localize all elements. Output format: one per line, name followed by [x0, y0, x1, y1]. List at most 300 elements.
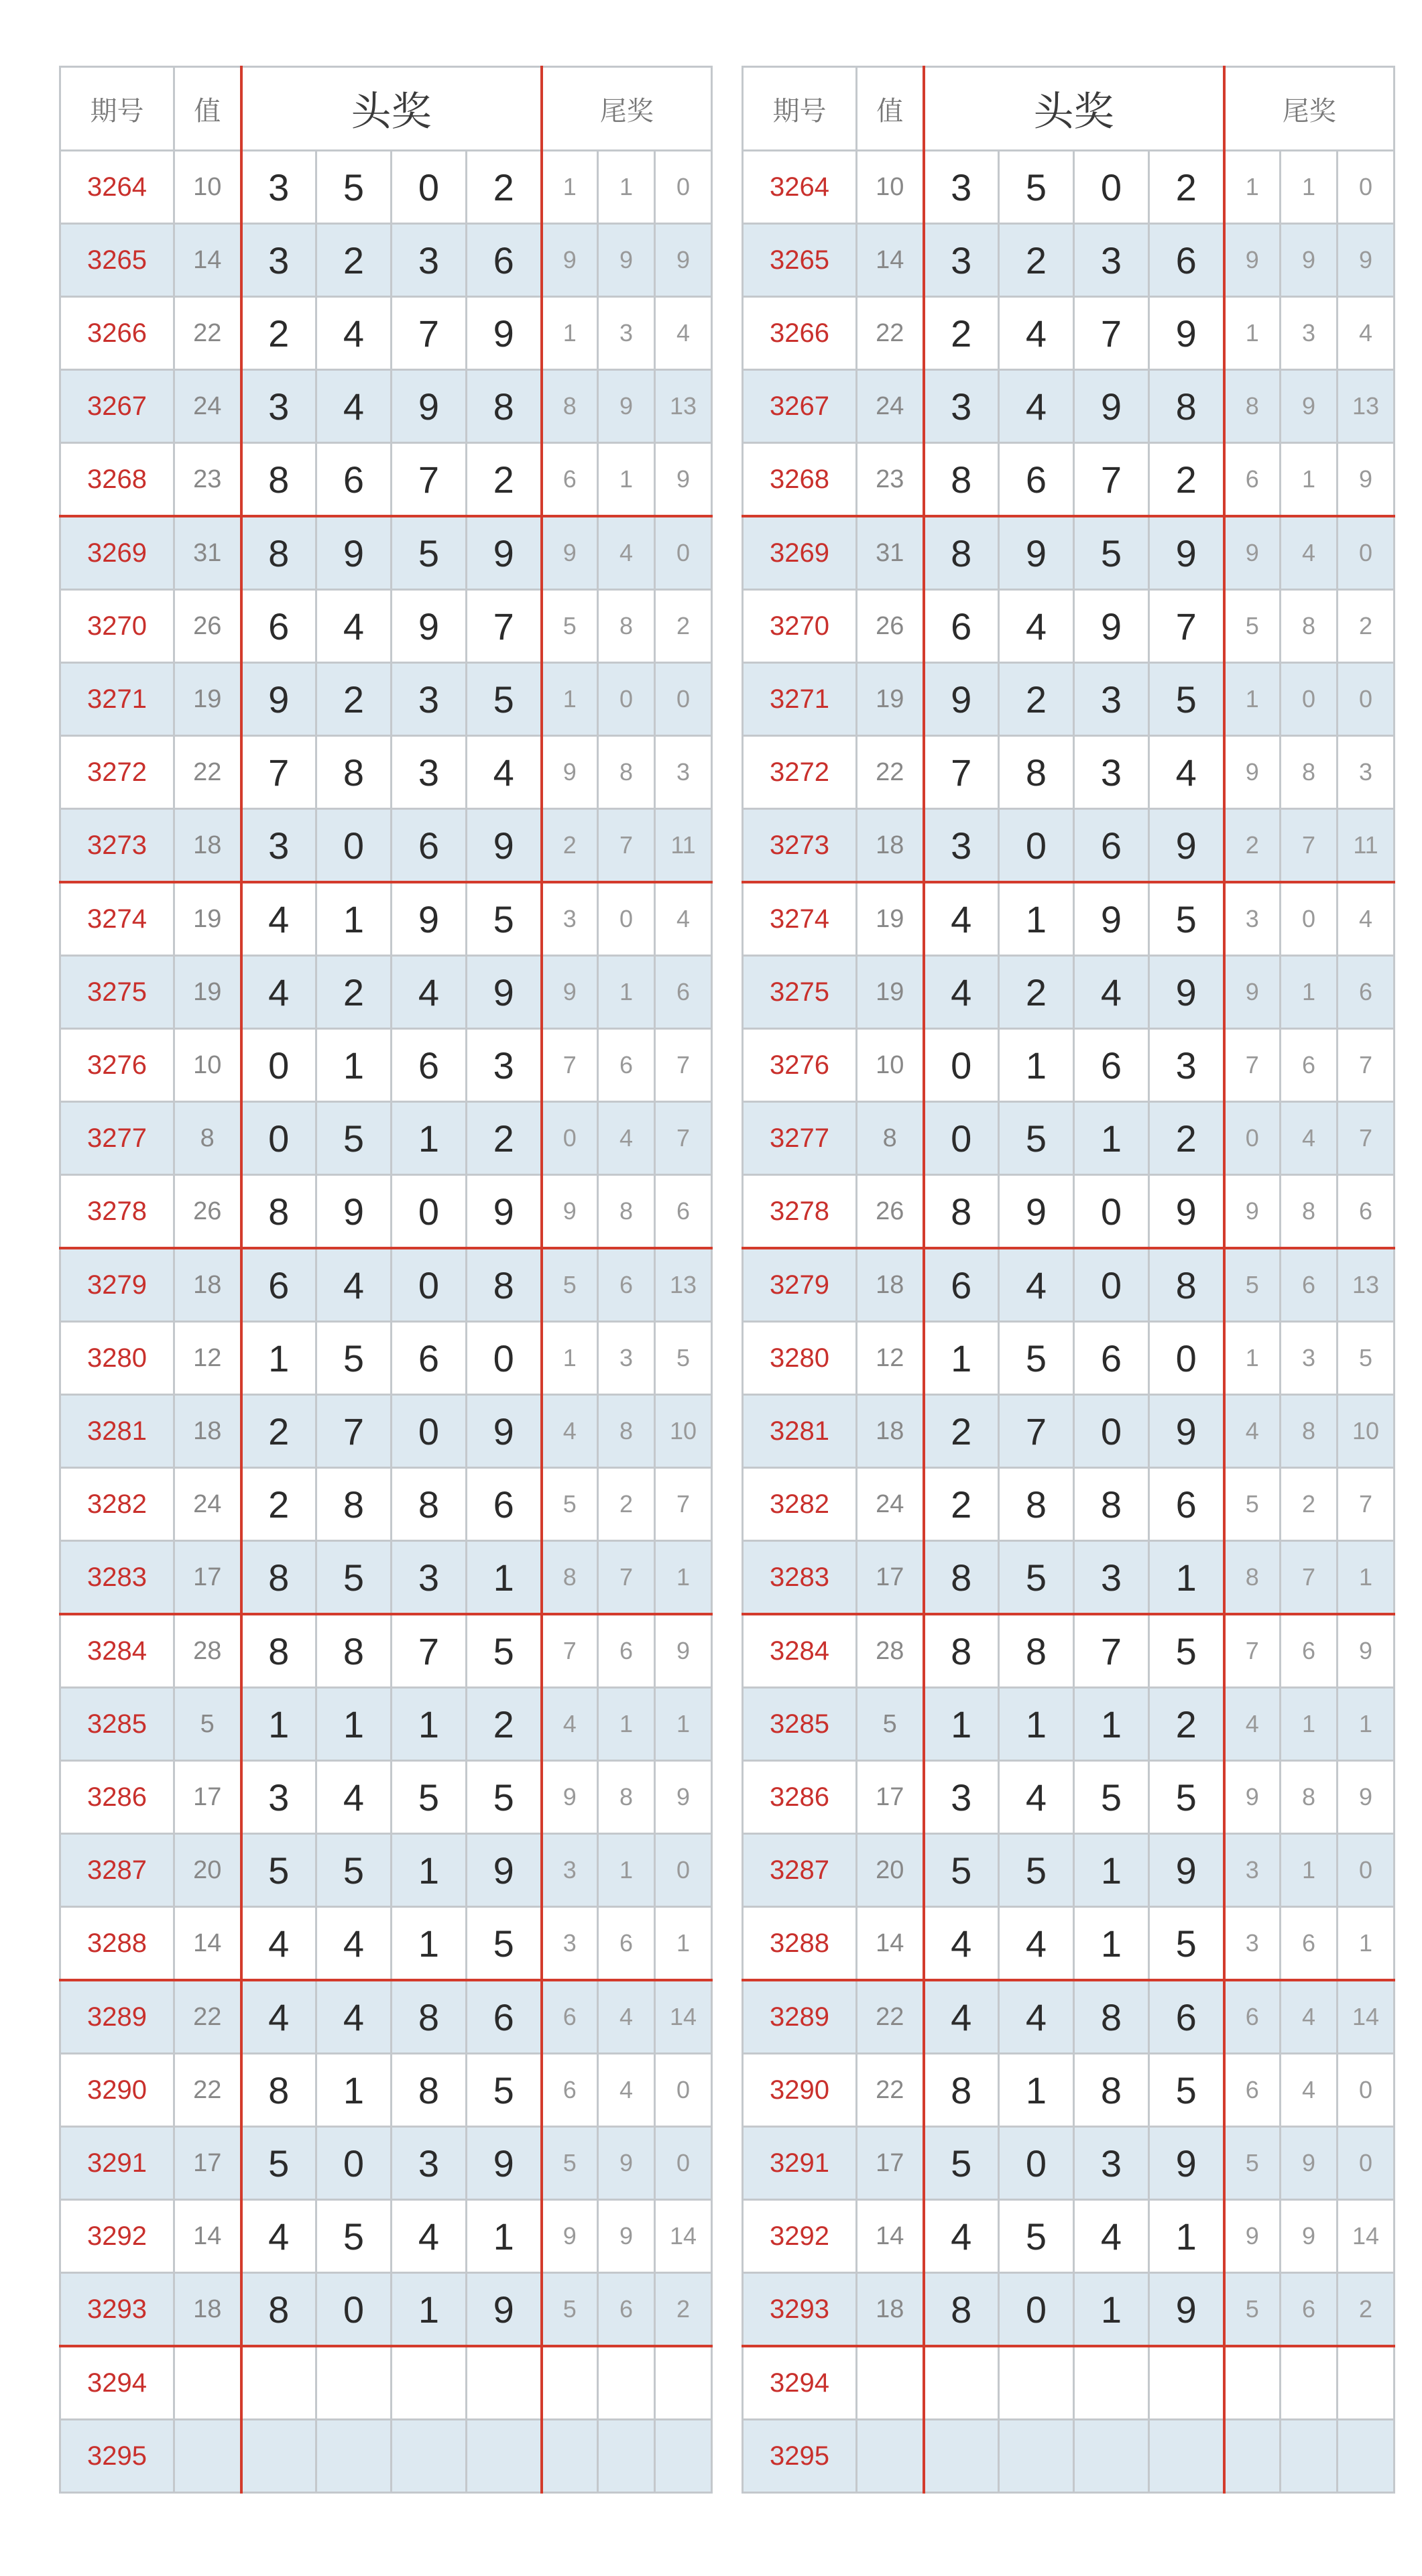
tail-prize-digit-cell: 14	[1338, 1980, 1395, 2054]
head-prize-digit-cell: 2	[316, 663, 392, 736]
table-row	[60, 1614, 712, 1688]
head-prize-digit-cell: 1	[392, 1834, 467, 1907]
tail-prize-digit-cell	[598, 2346, 655, 2420]
tail-prize-digit-cell: 1	[598, 1688, 655, 1761]
head-prize-digit-cell: 9	[467, 956, 542, 1029]
value-cell: 14	[174, 224, 241, 297]
head-prize-digit-cell: 5	[467, 663, 542, 736]
head-prize-digit-cell: 4	[999, 590, 1074, 663]
head-prize-digit-cell: 9	[1149, 1834, 1224, 1907]
issue-number-cell: 3278	[60, 1175, 174, 1249]
table-row	[743, 882, 1395, 956]
value-cell: 17	[174, 2127, 241, 2200]
tail-prize-digit-cell: 6	[1224, 1980, 1281, 2054]
tail-prize-digit-cell: 6	[1338, 956, 1395, 1029]
tail-prize-digit-cell	[542, 2346, 598, 2420]
head-prize-digit-cell: 8	[241, 516, 316, 590]
head-prize-digit-cell: 9	[1149, 516, 1224, 590]
header-value: 值	[174, 67, 241, 151]
issue-number-cell: 3281	[743, 1395, 857, 1468]
head-prize-digit-cell: 0	[241, 1029, 316, 1102]
tail-prize-digit-cell: 1	[1224, 663, 1281, 736]
issue-number-cell: 3273	[60, 809, 174, 883]
tail-prize-digit-cell: 4	[598, 2054, 655, 2127]
head-prize-digit-cell: 0	[467, 1322, 542, 1395]
tail-prize-digit-cell: 1	[1338, 1688, 1395, 1761]
tail-prize-digit-cell: 2	[1281, 1468, 1338, 1541]
tail-prize-digit-cell	[655, 2346, 712, 2420]
head-prize-digit-cell: 0	[392, 1248, 467, 1322]
head-prize-digit-cell: 4	[241, 956, 316, 1029]
tail-prize-digit-cell: 9	[598, 370, 655, 443]
tail-prize-digit-cell: 6	[598, 1907, 655, 1981]
issue-number-cell: 3290	[60, 2054, 174, 2127]
head-prize-digit-cell: 4	[924, 1980, 999, 2054]
value-cell: 8	[174, 1102, 241, 1175]
value-cell: 20	[857, 1834, 924, 1907]
head-prize-digit-cell: 6	[999, 443, 1074, 517]
tail-prize-digit-cell: 1	[598, 956, 655, 1029]
head-prize-digit-cell: 4	[316, 297, 392, 370]
tail-prize-digit-cell: 9	[1224, 736, 1281, 809]
value-cell: 18	[857, 809, 924, 883]
head-prize-digit-cell: 5	[316, 1541, 392, 1615]
tail-prize-digit-cell: 2	[542, 809, 598, 883]
head-prize-digit-cell: 4	[392, 956, 467, 1029]
tail-prize-digit-cell: 3	[1224, 1834, 1281, 1907]
head-prize-digit-cell: 8	[316, 736, 392, 809]
tail-prize-digit-cell: 0	[655, 1834, 712, 1907]
header-tail-prize: 尾奖	[542, 67, 712, 151]
issue-number-cell: 3286	[743, 1761, 857, 1834]
value-cell: 22	[174, 736, 241, 809]
tail-prize-digit-cell: 5	[542, 2273, 598, 2347]
head-prize-digit-cell	[392, 2346, 467, 2420]
issue-number-cell: 3289	[743, 1980, 857, 2054]
head-prize-digit-cell: 0	[999, 2127, 1074, 2200]
head-prize-digit-cell: 8	[924, 1175, 999, 1249]
issue-number-cell: 3284	[743, 1614, 857, 1688]
issue-number-cell: 3285	[60, 1688, 174, 1761]
value-cell: 22	[174, 297, 241, 370]
tail-prize-digit-cell: 6	[598, 1029, 655, 1102]
head-prize-digit-cell: 8	[392, 1980, 467, 2054]
head-prize-digit-cell: 4	[316, 590, 392, 663]
head-prize-digit-cell: 8	[1149, 370, 1224, 443]
head-prize-digit-cell: 1	[392, 2273, 467, 2347]
issue-number-cell: 3295	[60, 2420, 174, 2493]
value-cell: 24	[174, 370, 241, 443]
value-cell: 24	[174, 1468, 241, 1541]
issue-number-cell: 3279	[60, 1248, 174, 1322]
table-row	[60, 1834, 712, 1907]
tail-prize-digit-cell: 1	[1224, 1322, 1281, 1395]
head-prize-digit-cell: 3	[467, 1029, 542, 1102]
value-cell: 22	[857, 2054, 924, 2127]
head-prize-digit-cell: 7	[1149, 590, 1224, 663]
tail-prize-digit-cell: 5	[542, 590, 598, 663]
head-prize-digit-cell: 5	[1074, 516, 1149, 590]
head-prize-digit-cell: 9	[467, 2273, 542, 2347]
tail-prize-digit-cell: 4	[1224, 1688, 1281, 1761]
head-prize-digit-cell: 8	[316, 1614, 392, 1688]
head-prize-digit-cell: 3	[924, 151, 999, 224]
head-prize-digit-cell: 5	[241, 1834, 316, 1907]
tail-prize-digit-cell: 1	[598, 151, 655, 224]
issue-number-cell: 3272	[743, 736, 857, 809]
head-prize-digit-cell: 4	[316, 1761, 392, 1834]
value-cell: 14	[174, 1907, 241, 1981]
tail-prize-digit-cell: 1	[1338, 1907, 1395, 1981]
head-prize-digit-cell: 6	[1149, 1468, 1224, 1541]
head-prize-digit-cell: 8	[1074, 2054, 1149, 2127]
head-prize-digit-cell: 8	[241, 1614, 316, 1688]
table-row	[60, 443, 712, 517]
tail-prize-digit-cell: 6	[598, 1248, 655, 1322]
head-prize-digit-cell: 0	[316, 809, 392, 883]
head-prize-digit-cell: 6	[392, 1029, 467, 1102]
head-prize-digit-cell: 0	[1074, 1175, 1149, 1249]
table-row	[743, 1688, 1395, 1761]
head-prize-digit-cell: 0	[1074, 1395, 1149, 1468]
tail-prize-digit-cell: 1	[1281, 151, 1338, 224]
head-prize-digit-cell: 1	[1074, 1834, 1149, 1907]
table-row	[743, 736, 1395, 809]
tail-prize-digit-cell	[655, 2420, 712, 2493]
tail-prize-digit-cell: 2	[655, 590, 712, 663]
head-prize-digit-cell: 5	[467, 1614, 542, 1688]
value-cell: 23	[857, 443, 924, 517]
issue-number-cell: 3280	[743, 1322, 857, 1395]
head-prize-digit-cell: 2	[467, 1102, 542, 1175]
issue-number-cell: 3283	[743, 1541, 857, 1615]
issue-number-cell: 3265	[60, 224, 174, 297]
tail-prize-digit-cell	[542, 2420, 598, 2493]
tail-prize-digit-cell: 1	[598, 1834, 655, 1907]
head-prize-digit-cell: 3	[392, 663, 467, 736]
table-header-row	[60, 67, 712, 151]
head-prize-digit-cell: 7	[392, 1614, 467, 1688]
tail-prize-digit-cell: 8	[598, 736, 655, 809]
issue-number-cell: 3283	[60, 1541, 174, 1615]
tail-prize-digit-cell: 6	[1281, 1029, 1338, 1102]
table-row	[743, 2420, 1395, 2493]
head-prize-digit-cell	[241, 2346, 316, 2420]
head-prize-digit-cell: 4	[316, 1248, 392, 1322]
tail-prize-digit-cell: 4	[1224, 1395, 1281, 1468]
table-row	[60, 1980, 712, 2054]
tail-prize-digit-cell: 3	[1281, 1322, 1338, 1395]
head-prize-digit-cell: 9	[1149, 809, 1224, 883]
head-prize-digit-cell: 2	[241, 1395, 316, 1468]
table-row	[743, 1175, 1395, 1249]
head-prize-digit-cell: 8	[924, 1541, 999, 1615]
issue-number-cell: 3267	[743, 370, 857, 443]
tail-prize-digit-cell: 0	[1281, 663, 1338, 736]
issue-number-cell: 3274	[60, 882, 174, 956]
head-prize-digit-cell: 9	[467, 1395, 542, 1468]
tail-prize-digit-cell: 9	[1281, 2127, 1338, 2200]
value-cell: 24	[857, 1468, 924, 1541]
tail-prize-digit-cell: 1	[655, 1907, 712, 1981]
issue-number-cell: 3290	[743, 2054, 857, 2127]
head-prize-digit-cell: 5	[467, 1907, 542, 1981]
tail-prize-digit-cell: 9	[655, 1614, 712, 1688]
head-prize-digit-cell: 0	[241, 1102, 316, 1175]
head-prize-digit-cell: 0	[392, 1395, 467, 1468]
table-row	[743, 297, 1395, 370]
value-cell: 22	[857, 297, 924, 370]
tail-prize-digit-cell: 7	[655, 1102, 712, 1175]
tail-prize-digit-cell: 9	[1281, 224, 1338, 297]
head-prize-digit-cell: 6	[924, 590, 999, 663]
head-prize-digit-cell: 4	[999, 1907, 1074, 1981]
head-prize-digit-cell: 4	[241, 1980, 316, 2054]
tail-prize-digit-cell: 3	[598, 297, 655, 370]
tail-prize-digit-cell: 2	[598, 1468, 655, 1541]
head-prize-digit-cell	[924, 2420, 999, 2493]
head-prize-digit-cell: 5	[316, 1834, 392, 1907]
head-prize-digit-cell: 3	[924, 224, 999, 297]
tail-prize-digit-cell: 0	[598, 882, 655, 956]
head-prize-digit-cell: 4	[999, 370, 1074, 443]
table-row	[743, 2346, 1395, 2420]
issue-number-cell: 3293	[60, 2273, 174, 2347]
tail-prize-digit-cell: 5	[1224, 1468, 1281, 1541]
head-prize-digit-cell: 6	[1149, 1980, 1224, 2054]
head-prize-digit-cell: 1	[1074, 1102, 1149, 1175]
table-row	[60, 370, 712, 443]
table-row	[743, 1980, 1395, 2054]
issue-number-cell: 3279	[743, 1248, 857, 1322]
header-head-prize: 头奖	[924, 67, 1224, 151]
tail-prize-digit-cell: 14	[655, 2200, 712, 2273]
head-prize-digit-cell: 6	[467, 1980, 542, 2054]
tail-prize-digit-cell: 6	[542, 2054, 598, 2127]
tail-prize-digit-cell: 5	[655, 1322, 712, 1395]
tail-prize-digit-cell: 8	[598, 1761, 655, 1834]
head-prize-digit-cell: 1	[316, 1029, 392, 1102]
tail-prize-digit-cell: 8	[1281, 736, 1338, 809]
head-prize-digit-cell: 3	[1074, 2127, 1149, 2200]
tail-prize-digit-cell: 8	[598, 1175, 655, 1249]
issue-number-cell: 3282	[60, 1468, 174, 1541]
head-prize-digit-cell: 6	[467, 224, 542, 297]
tail-prize-digit-cell: 8	[1224, 1541, 1281, 1615]
head-prize-digit-cell: 3	[241, 151, 316, 224]
head-prize-digit-cell: 6	[467, 1468, 542, 1541]
issue-number-cell: 3277	[743, 1102, 857, 1175]
head-prize-digit-cell	[924, 2346, 999, 2420]
value-cell: 19	[857, 956, 924, 1029]
issue-number-cell: 3270	[743, 590, 857, 663]
tail-prize-digit-cell: 7	[1224, 1614, 1281, 1688]
issue-number-cell: 3276	[60, 1029, 174, 1102]
tail-prize-digit-cell: 5	[1224, 1248, 1281, 1322]
issue-number-cell: 3268	[743, 443, 857, 517]
value-cell: 26	[174, 1175, 241, 1249]
value-cell: 22	[857, 736, 924, 809]
issue-number-cell: 3287	[60, 1834, 174, 1907]
head-prize-digit-cell: 9	[467, 297, 542, 370]
value-cell: 18	[174, 809, 241, 883]
tail-prize-digit-cell: 9	[542, 516, 598, 590]
header-issue: 期号	[743, 67, 857, 151]
table-row	[60, 1322, 712, 1395]
head-prize-digit-cell: 3	[241, 224, 316, 297]
head-prize-digit-cell: 1	[241, 1322, 316, 1395]
head-prize-digit-cell: 6	[1074, 1322, 1149, 1395]
head-prize-digit-cell: 1	[392, 1688, 467, 1761]
value-cell: 19	[174, 663, 241, 736]
tail-prize-digit-cell: 3	[1224, 1907, 1281, 1981]
tail-prize-digit-cell: 0	[1224, 1102, 1281, 1175]
head-prize-digit-cell: 5	[1149, 2054, 1224, 2127]
table-row	[60, 1102, 712, 1175]
head-prize-digit-cell: 6	[1149, 224, 1224, 297]
value-cell: 5	[174, 1688, 241, 1761]
table-row	[60, 1395, 712, 1468]
tail-prize-digit-cell: 3	[542, 882, 598, 956]
tail-prize-digit-cell: 7	[1338, 1102, 1395, 1175]
table-row	[743, 1102, 1395, 1175]
table-row	[60, 2200, 712, 2273]
tail-prize-digit-cell: 5	[542, 2127, 598, 2200]
tail-prize-digit-cell: 0	[1338, 1834, 1395, 1907]
value-cell: 19	[857, 882, 924, 956]
value-cell: 18	[174, 2273, 241, 2347]
head-prize-digit-cell: 5	[1149, 1614, 1224, 1688]
head-prize-digit-cell: 5	[467, 1761, 542, 1834]
tail-prize-digit-cell	[598, 2420, 655, 2493]
tail-prize-digit-cell: 8	[1281, 1395, 1338, 1468]
tail-prize-digit-cell: 3	[542, 1834, 598, 1907]
issue-number-cell: 3265	[743, 224, 857, 297]
table-row	[743, 1834, 1395, 1907]
head-prize-digit-cell: 2	[924, 1395, 999, 1468]
value-cell: 18	[857, 2273, 924, 2347]
tail-prize-digit-cell: 9	[542, 956, 598, 1029]
tail-prize-digit-cell: 9	[598, 2127, 655, 2200]
tail-prize-digit-cell: 0	[655, 151, 712, 224]
head-prize-digit-cell: 5	[999, 151, 1074, 224]
table-row	[60, 1761, 712, 1834]
head-prize-digit-cell: 6	[392, 809, 467, 883]
tail-prize-digit-cell: 1	[1281, 443, 1338, 517]
head-prize-digit-cell: 1	[924, 1688, 999, 1761]
value-cell: 22	[174, 2054, 241, 2127]
head-prize-digit-cell: 8	[241, 2054, 316, 2127]
table-row	[60, 663, 712, 736]
head-prize-digit-cell: 9	[392, 882, 467, 956]
head-prize-digit-cell: 9	[924, 663, 999, 736]
tail-prize-digit-cell: 9	[542, 1175, 598, 1249]
tail-prize-digit-cell: 13	[1338, 1248, 1395, 1322]
table-row	[60, 151, 712, 224]
head-prize-digit-cell: 1	[1149, 2200, 1224, 2273]
tail-prize-digit-cell: 0	[655, 663, 712, 736]
head-prize-digit-cell: 9	[999, 1175, 1074, 1249]
head-prize-digit-cell: 5	[467, 2054, 542, 2127]
head-prize-digit-cell: 3	[1074, 1541, 1149, 1615]
head-prize-digit-cell: 8	[392, 1468, 467, 1541]
head-prize-digit-cell: 5	[999, 1834, 1074, 1907]
tail-prize-digit-cell: 0	[1338, 2127, 1395, 2200]
value-cell: 14	[857, 1907, 924, 1981]
head-prize-digit-cell: 8	[392, 2054, 467, 2127]
head-prize-digit-cell: 4	[924, 1907, 999, 1981]
head-prize-digit-cell: 4	[241, 2200, 316, 2273]
head-prize-digit-cell: 9	[392, 370, 467, 443]
head-prize-digit-cell: 2	[924, 297, 999, 370]
tail-prize-digit-cell: 5	[542, 1248, 598, 1322]
tail-prize-digit-cell: 0	[1281, 882, 1338, 956]
head-prize-digit-cell: 9	[1149, 1175, 1224, 1249]
head-prize-digit-cell: 3	[924, 809, 999, 883]
head-prize-digit-cell: 2	[467, 1688, 542, 1761]
tail-prize-digit-cell: 7	[598, 809, 655, 883]
tail-prize-digit-cell: 1	[542, 151, 598, 224]
table-row	[60, 882, 712, 956]
table-row	[743, 2273, 1395, 2347]
tail-prize-digit-cell: 14	[655, 1980, 712, 2054]
tail-prize-digit-cell: 5	[1224, 2273, 1281, 2347]
issue-number-cell: 3274	[743, 882, 857, 956]
head-prize-digit-cell: 7	[467, 590, 542, 663]
tail-prize-digit-cell: 9	[542, 2200, 598, 2273]
issue-number-cell: 3288	[60, 1907, 174, 1981]
head-prize-digit-cell: 0	[1149, 1322, 1224, 1395]
table-row	[743, 1248, 1395, 1322]
head-prize-digit-cell	[999, 2420, 1074, 2493]
table-row	[743, 2200, 1395, 2273]
issue-number-cell: 3276	[743, 1029, 857, 1102]
table-row	[60, 1468, 712, 1541]
value-cell: 17	[857, 1761, 924, 1834]
value-cell: 19	[174, 882, 241, 956]
tail-prize-digit-cell: 9	[1224, 1761, 1281, 1834]
head-prize-digit-cell: 5	[316, 1322, 392, 1395]
head-prize-digit-cell: 9	[467, 1834, 542, 1907]
table-row	[60, 1248, 712, 1322]
head-prize-digit-cell: 8	[924, 2054, 999, 2127]
table-row	[743, 1029, 1395, 1102]
value-cell: 14	[857, 2200, 924, 2273]
head-prize-digit-cell: 6	[924, 1248, 999, 1322]
tail-prize-digit-cell: 6	[542, 1980, 598, 2054]
head-prize-digit-cell: 9	[316, 516, 392, 590]
issue-number-cell: 3269	[743, 516, 857, 590]
head-prize-digit-cell: 2	[467, 443, 542, 517]
head-prize-digit-cell: 0	[316, 2127, 392, 2200]
issue-number-cell: 3266	[60, 297, 174, 370]
tail-prize-digit-cell: 9	[542, 1761, 598, 1834]
tail-prize-digit-cell: 3	[542, 1907, 598, 1981]
value-cell: 26	[857, 1175, 924, 1249]
head-prize-digit-cell: 8	[1149, 1248, 1224, 1322]
table-row	[743, 516, 1395, 590]
tail-prize-digit-cell: 9	[1338, 1614, 1395, 1688]
head-prize-digit-cell: 7	[999, 1395, 1074, 1468]
issue-number-cell: 3269	[60, 516, 174, 590]
tail-prize-digit-cell: 1	[1281, 1688, 1338, 1761]
issue-number-cell: 3266	[743, 297, 857, 370]
tail-prize-digit-cell: 8	[1281, 590, 1338, 663]
head-prize-digit-cell: 9	[1149, 297, 1224, 370]
head-prize-digit-cell: 0	[392, 1175, 467, 1249]
head-prize-digit-cell: 5	[316, 151, 392, 224]
tail-prize-digit-cell: 0	[655, 2127, 712, 2200]
